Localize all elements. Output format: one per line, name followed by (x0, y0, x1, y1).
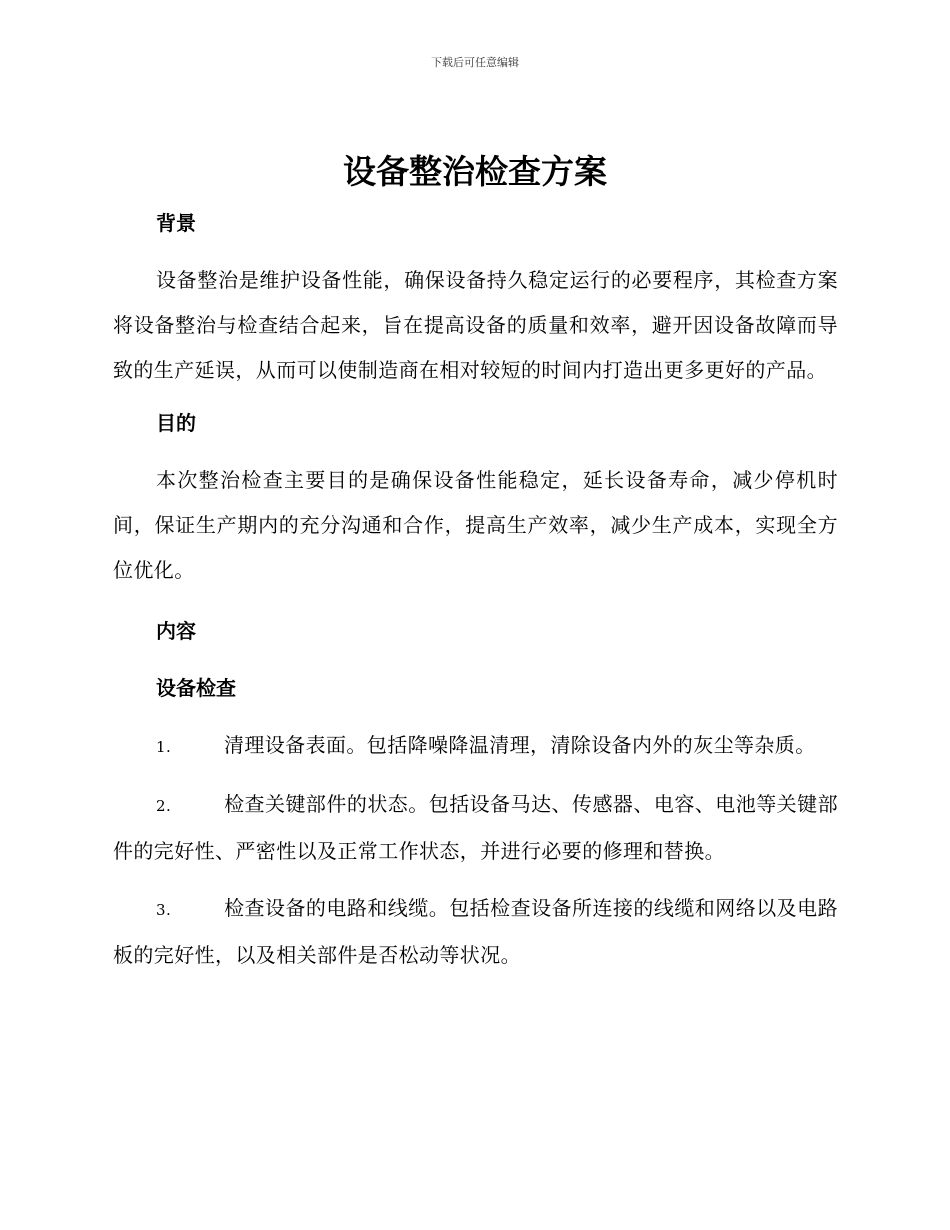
list-item (113, 886, 838, 978)
list-item (113, 782, 838, 874)
purpose-heading: 目的 (156, 411, 196, 435)
list-item-text: 检查关键部件的状态。包括设备马达、传感器、电容、电池等关键部件的完好性、严密性以及正常工作状态，并进行必要的修理和替换。 (113, 792, 838, 863)
document-title: 设备整治检查方案 (343, 152, 607, 191)
list-item-number: 2. (156, 797, 172, 815)
equipment-check-subheading: 设备检查 (156, 676, 236, 700)
list-item (113, 723, 838, 770)
content-heading: 内容 (156, 619, 196, 643)
header-note: 下载后可任意编辑 (431, 56, 519, 69)
background-paragraph: 设备整治是维护设备性能，确保设备持久稳定运行的必要程序，其检查方案将设备整治与检查结合起来，旨在提高设备的质量和效率，避开因设备故障而导致的生产延误，从而可以使制造商在相对较短的时间内打造出更多更好的产品。 (113, 268, 838, 382)
list-item-text: 清理设备表面。包括降噪降温清理，清除设备内外的灰尘等杂质。 (224, 733, 816, 757)
list-item-number: 1. (156, 738, 172, 756)
document-body (113, 203, 838, 978)
list-item-text: 检查设备的电路和线缆。包括检查设备所连接的线缆和网络以及电路板的完好性，以及相关部件是否松动等状况。 (113, 896, 838, 967)
purpose-paragraph: 本次整治检查主要目的是确保设备性能稳定，延长设备寿命，减少停机时间，保证生产期内的充分沟通和合作，提高生产效率，减少生产成本，实现全方位优化。 (113, 468, 838, 582)
background-heading: 背景 (156, 211, 196, 235)
list-item-number: 3. (156, 901, 172, 919)
